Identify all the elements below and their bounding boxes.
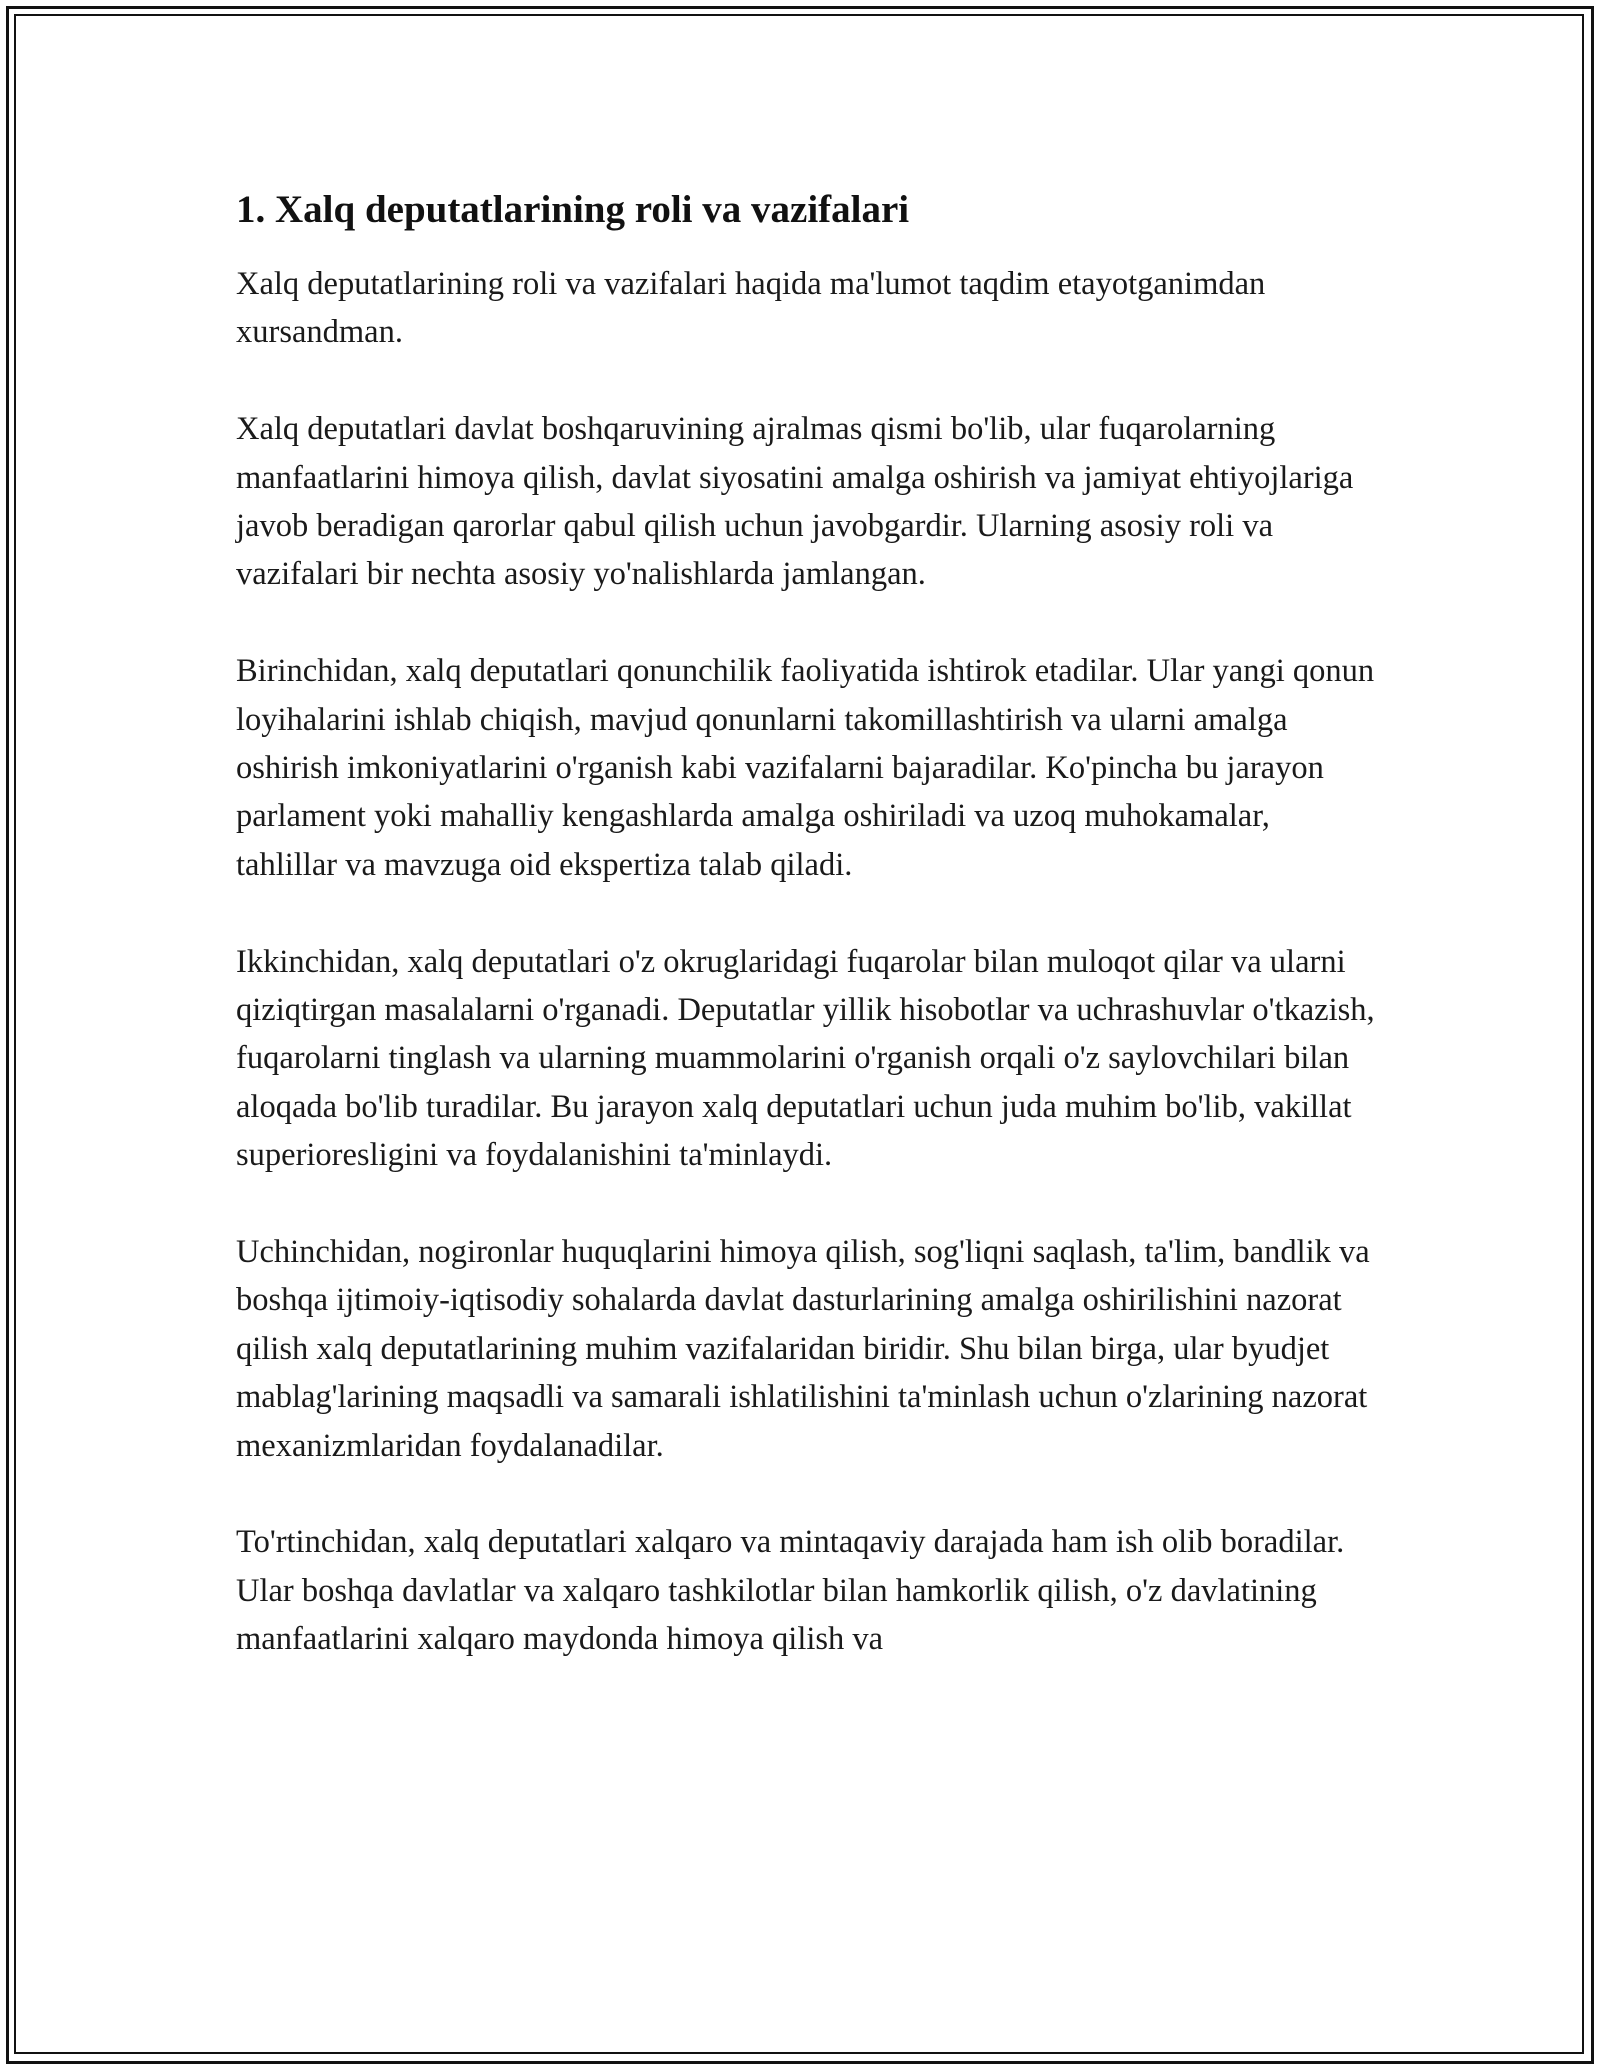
paragraph-fourth-point: To'rtinchidan, xalq deputatlari xalqaro va mintaqaviy darajada ham ish olib boradilar. Ular boshqa davlatlar va xalqaro tashkilotlar bilan hamkorlik qilish, o'z davlatining manfaatlarini xalqaro maydonda himoya qilish va — [236, 1524, 1345, 1658]
paragraph-intro: Xalq deputatlarining roli va vazifalari haqida ma'lumot taqdim etayotganimdan xursandman. — [236, 266, 1266, 351]
section-heading: 1. Xalq deputatlarining roli va vazifalari — [236, 188, 910, 231]
document-body — [236, 184, 1376, 1712]
paragraph-first-point: Birinchidan, xalq deputatlari qonunchilik faoliyatida ishtirok etadilar. Ular yangi qonun loyihalarini ishlab chiqish, mavjud qonunlarni takomillashtirish va ularni amalga oshirish imkoniyatlarini o'rganish kabi vazifalarni bajaradilar. Ko'pincha bu jarayon parlament yoki mahalliy kengashlarda amalga oshiriladi va uzoq muhokamalar, tahlillar va mavzuga oid ekspertiza talab qiladi. — [236, 653, 1375, 883]
paragraph-second-point: Ikkinchidan, xalq deputatlari o'z okruglaridagi fuqarolar bilan muloqot qilar va ularni qiziqtirgan masalalarni o'rganadi. Deputatlar yillik hisobotlar va uchrashuvlar o'tkazish, fuqarolarni tinglash va ularning muammolarini o'rganish orqali o'z saylovchilari bilan aloqada bo'lib turadilar. Bu jarayon xalq deputatlari uchun juda muhim bo'lib, vakillat superioresligini va foydalanishini ta'minlaydi. — [236, 943, 1375, 1174]
paragraph-overview: Xalq deputatlari davlat boshqaruvining ajralmas qismi bo'lib, ular fuqarolarning manfaatlarini himoya qilish, davlat siyosatini amalga oshirish va jamiyat ehtiyojlariga javob beradigan qarorlar qabul qilish uchun javobgardir. Ularning asosiy roli va vazifalari bir nechta asosiy yo'nalishlarda jamlangan. — [236, 411, 1354, 593]
paragraph-third-point: Uchinchidan, nogironlar huquqlarini himoya qilish, sog'liqni saqlash, ta'lim, bandlik va boshqa ijtimoiy-iqtisodiy sohalarda davlat dasturlarining amalga oshirilishini nazorat qilish xalq deputatlarining muhim vazifalaridan biridir. Shu bilan birga, ular byudjet mablag'larining maqsadli va samarali ishlatilishini ta'minlash uchun o'zlarining nazorat mexanizmlaridan foydalanadilar. — [236, 1234, 1370, 1464]
